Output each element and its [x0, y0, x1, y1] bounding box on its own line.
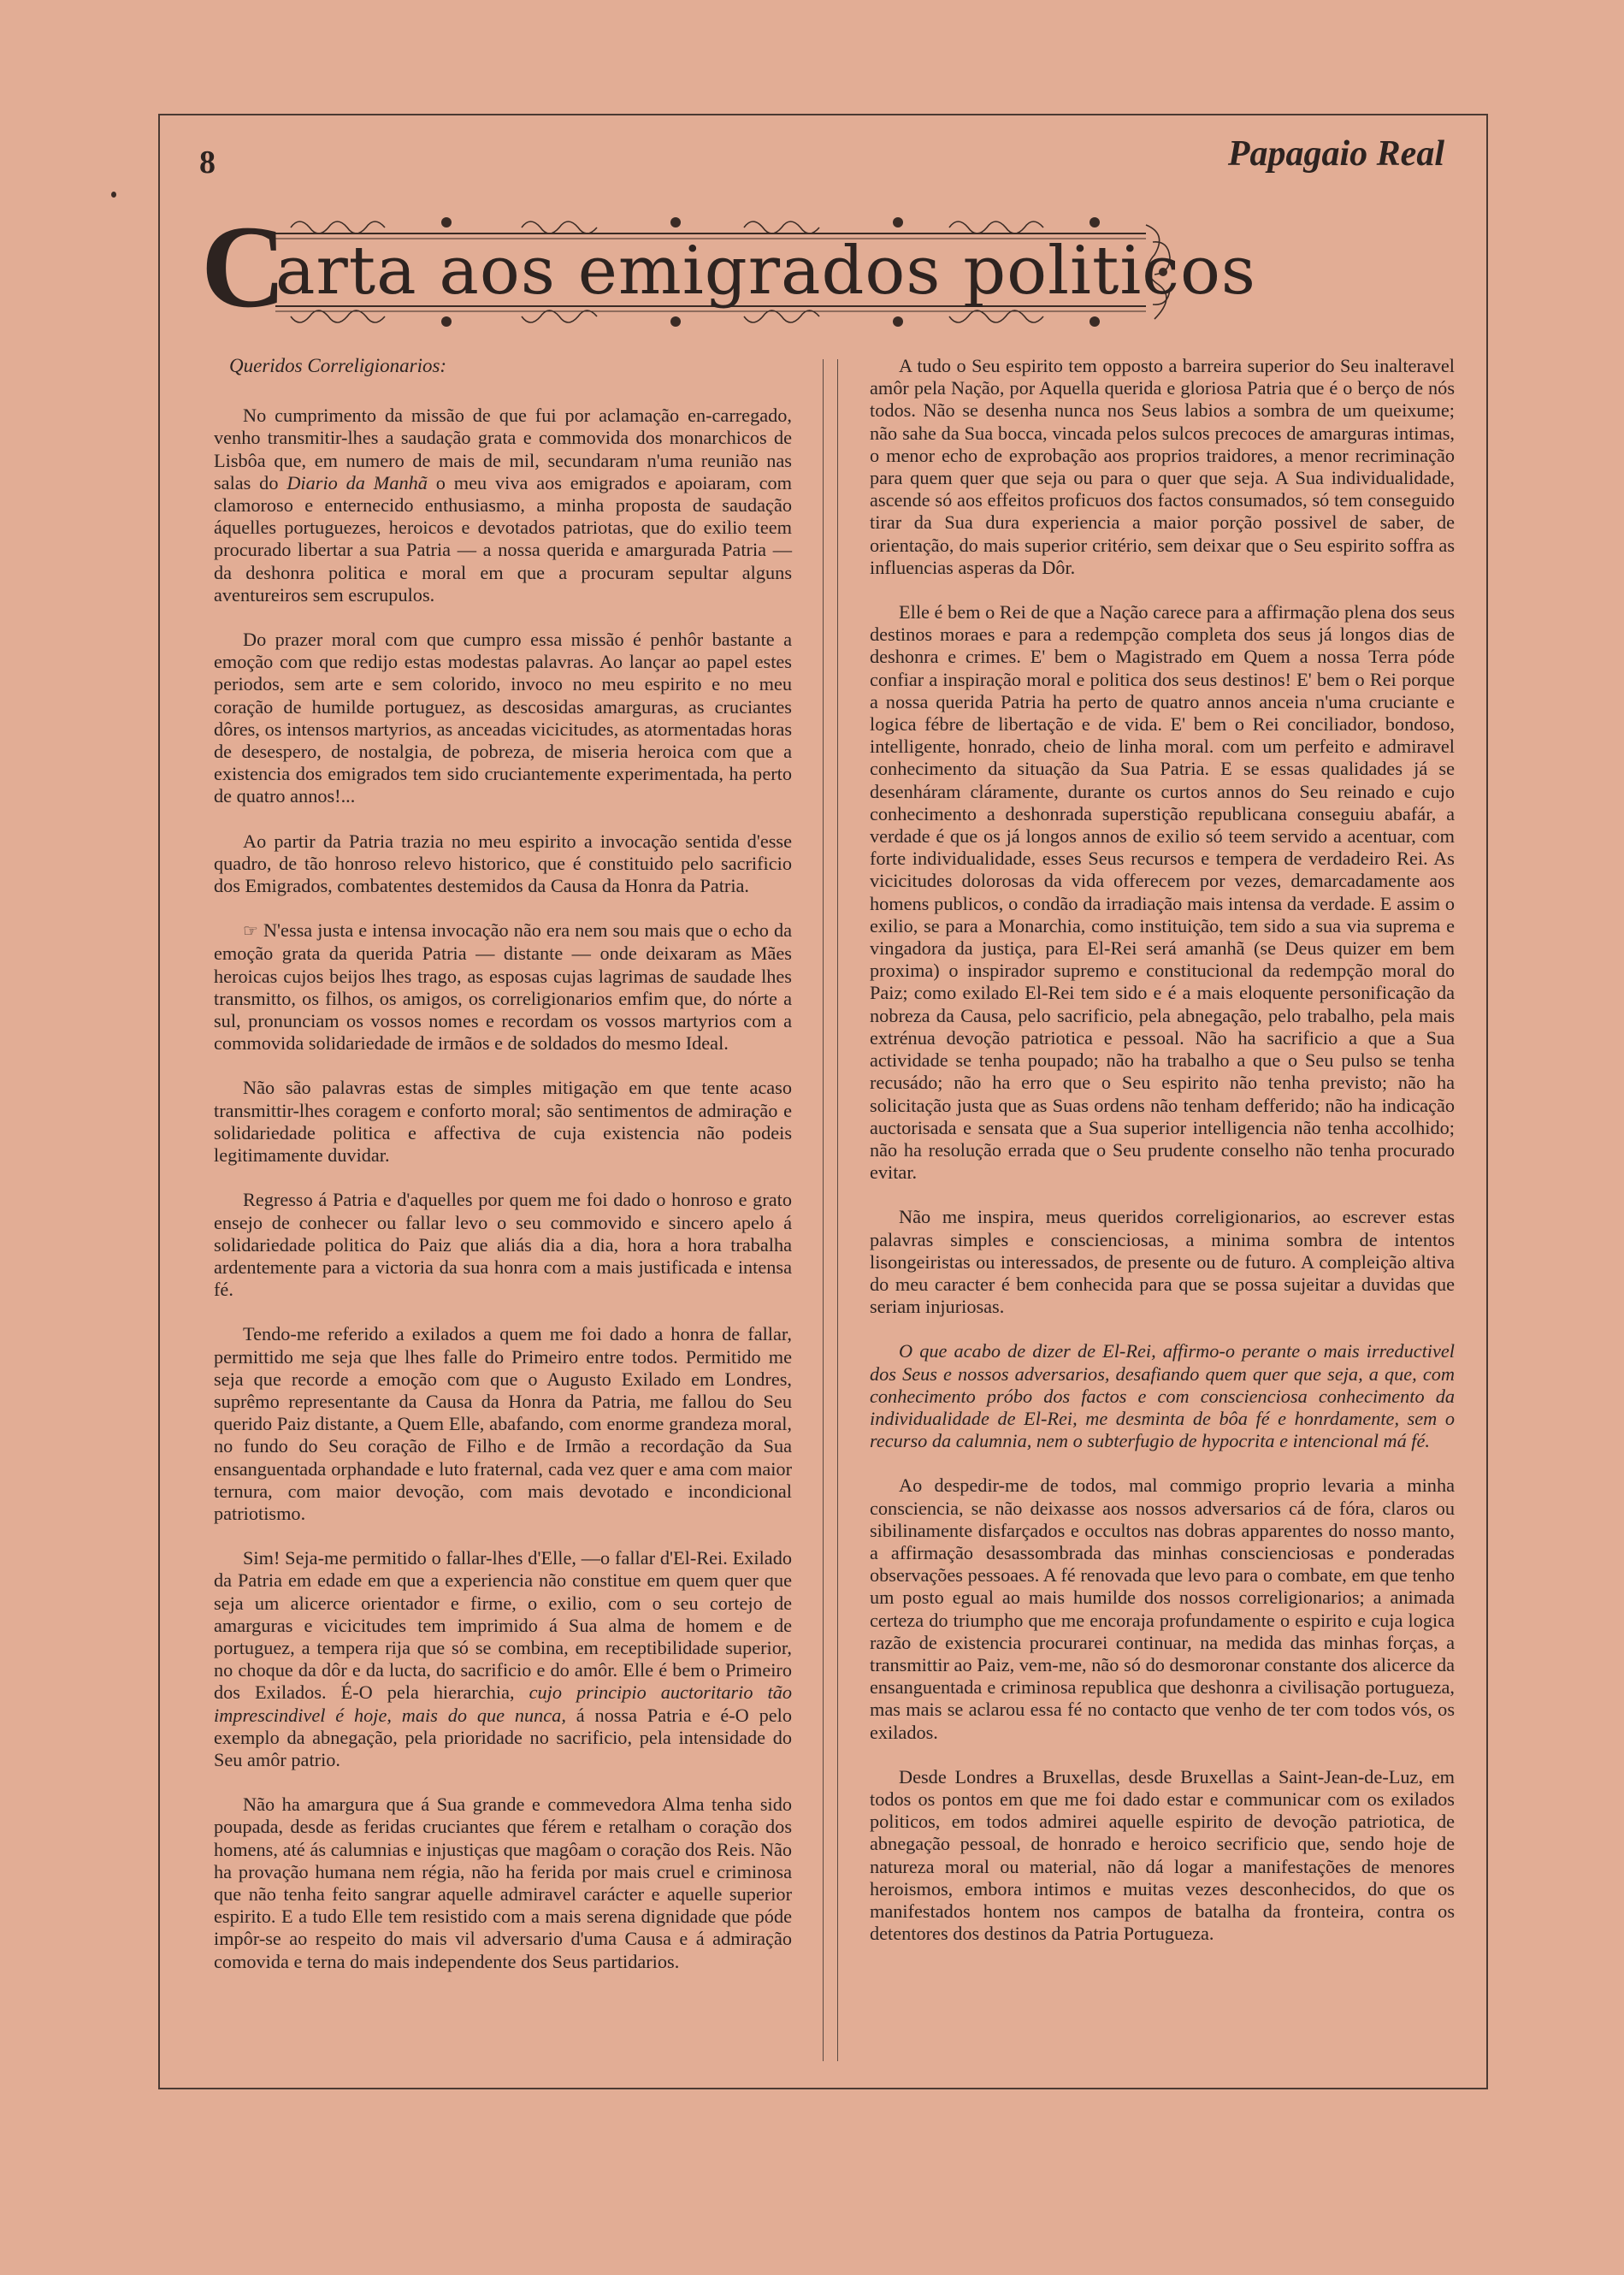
text-span: No cumprimento da missão de que fui por aclamação en-carregado, venho transmitir-lhes a saudação grata e commovida dos monarchicos de Lisbôa que, em numero de mais de mil, secundaram n'uma reunião nas salas do: [214, 405, 792, 493]
italic-paragraph: O que acabo de dizer de El-Rei, affirmo-o perante o mais irreductivel dos Seus e nossos adversarios, desafiando quem quer que seja, a que, com conhecimento próbo dos factos e com conscienciosa conhecimento da individualidade de El-Rei, me desminta de bôa fé e honrdamente, sem o recurso da calumnia, nem o subterfugio de hypocrita e intencional má fé.: [870, 1340, 1455, 1452]
newspaper-name: Diario da Manhã: [286, 471, 428, 493]
column-divider: [823, 359, 838, 2061]
paragraph: [214, 405, 792, 606]
headline-text: arta aos emigrados politicos: [275, 233, 1256, 310]
emphasis-span: cujo principio auctoritario tão imprescindivel é hoje, mais do que nunca,: [214, 1681, 792, 1726]
paragraph: [214, 1547, 792, 1771]
headline-initial: C: [201, 201, 286, 332]
text-span: o meu viva aos emigrados e apoiaram, com clamoroso e enternecido enthusiasmo, a minha proposta de saudação áquelles portuguezes, heroicos e devotados patriotas, que do exilio teem procurado libertar a sua Patria — a nossa querida e amargurada Patria — da deshonra politica e moral em que a procuram sepultar alguns aventureiros sem escrupulos.: [214, 471, 792, 606]
salutation: Queridos Correligionarios:: [229, 355, 447, 376]
paragraph: Não me inspira, meus queridos correligionarios, ao escrever estas palavras simples e conscienciosas, a minima sombra de intentos lisongeiristas ou interessados, de presente ou de futuro. A compleição altiva do meu caracter é bem conhecida para que se possa sujeitar a duvidas que seriam injuriosas.: [870, 1206, 1455, 1318]
headline-banner: [197, 201, 1256, 340]
right-column: [870, 355, 1455, 1967]
text-span: Sim! Seja-me permitido o fallar-lhes d'Elle, —o fallar d'El-Rei. Exilado da Patria em edade em que a experiencia não constitue em quem quer que seja um alicerce orientador e firme, o exilio, com o seu cortejo de amarguras e vicicitudes tem imprimido á Sua alma de homem e de portuguez, a tempera rija que só se combina, em receptibilidade superior, no choque da dôr e da lucta, do sacrificio e do amôr. Elle é bem o Primeiro dos Exilados. É-O pela hierarchia,: [214, 1547, 792, 1704]
paragraph: A tudo o Seu espirito tem opposto a barreira superior do Seu inalteravel amôr pela Nação, por Aquella querida e gloriosa Patria que é o berço de nós todos. Não se desenha nunca nos Seus labios a sombra de um queixume; não sahe da Sua bocca, vincada pelos sulcos precoces de amarguras intimas, o menor echo de exprobação aos proprios traidores, a menor recriminação para quem quer que seja ou para o quer que seja. A Sua individualidade, ascende só aos effeitos proficuos dos factos consumados, só tem conseguido tirar da Sua dura experiencia a maior porção possivel de saber, de orientação, do mais superior critério, sem deixar que o Seu espirito soffra as influencias asperas da Dôr.: [870, 355, 1455, 578]
paragraph: Do prazer moral com que cumpro essa missão é penhôr bastante a emoção com que redijo estas modestas palavras. Ao lançar ao papel estes periodos, sem arte e sem colorido, invoco no meu espirito e no meu coração de humilde portuguez, as descosidas amarguras, as cruciantes dôres, os intensos martyrios, as anceadas vicicitudes, as atormentadas horas de desespero, de nostalgia, de pobreza, de miseria heroica com que a existencia dos emigrados tem sido cruciantemente experimentada, ha perto de quatro annos!...: [214, 629, 792, 807]
paragraph: Não são palavras estas de simples mitigação em que tente acaso transmittir-lhes coragem e conforto moral; são sentimentos de admiração e solidariedade politica e affectiva de cuja existencia não podeis legitimamente duvidar.: [214, 1077, 792, 1167]
paragraph: Não ha amargura que á Sua grande e commevedora Alma tenha sido poupada, desde as feridas cruciantes que férem e retalham o coração dos homens, até ás calumnias e injustiças que magôam o coração dos Reis. Não ha provação humana nem régia, não ha ferida por mais cruel e criminosa que não tenha feito sangrar aquelle admiravel carácter e aquelle superior espirito. E a tudo Elle tem resistido com a mais serena dignidade que póde impôr-se ao respeito do mais vil adversario d'uma Causa e á admiração comovida e terna do mais independente dos Seus partidarios.: [214, 1793, 792, 1972]
paragraph: Regresso á Patria e d'aquelles por quem me foi dado o honroso e grato ensejo de conhecer ou fallar levo o seu commovido e sincero apelo á solidariedade politica do Paiz que aliás dia a dia, hora a hora trabalha ardentemente para a victoria da sua honra com a mais justificada e intensa fé.: [214, 1189, 792, 1301]
paragraph: Elle é bem o Rei de que a Nação carece para a affirmação plena dos seus destinos moraes e para a redempção completa dos seus já longos dias de deshonra e crimes. E' bem o Magistrado em Quem a nossa Terra póde confiar a inspiração moral e politica dos seus destinos! E' bem o Rei porque a nossa querida Patria ha perto de quatro annos anceia n'uma cruciante e logica fébre de libertação e de vida. E' bem o Rei conciliador, bondoso, intelligente, honrado, cheio de linha moral. com um perfeito e admiravel conhecimento da situação da Sua Patria. E se essas qualidades já se desenháram cláramente, durante os curtos annos do Seu reinado e cujo conhecimento a deshonrada superstição republicana conseguiu abafár, a verdade é que os já longos annos de exilio só teem servido a acentuar, com forte individualidade, esses Seus recursos e tempera de verdadeiro Rei. As vicicitudes dolorosas da vida offerecem por vezes, demarcadamente aos homens publicos, o condão da irradiação mais intensa da verdade. E assim o exilio, se para a Monarchia, como instituição, tem sido a sua via suprema e vingadora da justiça, para El-Rei será amanhã (se Deus quizer em bem proxima) o inspirador supremo e constitucional da redempção moral do Paiz; como exilado El-Rei tem sido e é a mais eloquente personificação da nobreza da Causa, pelo sacrificio, pela abnegação, pelo trabalho, pela mais extrénua devoção patriotica e pessoal. Não ha sacrificio a que a Sua actividade se tenha poupado; não ha trabalho a que o Seu pulso se tenha recusádo; não ha erro que o Seu espirito não tenha previsto; não ha solicitação justa que as Suas ordens não tenham defferido; não ha indicação auctorisada e sensata que a Sua superior intelligencia não tenha accolhido; não ha resolução errada que o Seu prudente conselho não tenha procurado evitar.: [870, 601, 1455, 1184]
page-number: 8: [199, 145, 216, 180]
pointing-hand-icon: ☞: [243, 922, 258, 942]
paragraph: [214, 919, 792, 1055]
publication-title: Papagaio Real: [1227, 134, 1444, 174]
text-span: N'essa justa e intensa invocação não era nem sou mais que o echo da emoção grata da querida Patria — distante — onde deixaram as Mães heroicas cujos beijos lhes trago, as esposas cujas lagrimas de saudade lhes transmitto, os filhos, os amigos, os correligionarios emfim que, do nórte a sul, pronunciam os vossos nomes e recordam os vossos martyrios com a commovida solidariedade de irmãos e de soldados do mesmo Ideal.: [214, 919, 792, 1055]
paragraph: Ao partir da Patria trazia no meu espirito a invocação sentida d'esse quadro, de tão honroso relevo historico, que é constituido pelo sacrificio dos Emigrados, combatentes destemidos da Causa da Honra da Patria.: [214, 830, 792, 897]
paragraph: Desde Londres a Bruxellas, desde Bruxellas a Saint-Jean-de-Luz, em todos os pontos em que me foi dado estar e communicar com os exilados politicos, em todos admirei aquelle espirito de devoção patriotica, de abnegação pessoal, de honrado e heroico secrificio que, sendo hoje de natureza moral ou material, não dá logar a manifestações de menores heroismos, embora intimos e muitas vezes desconhecidos, do que os manifestados hontem nos campos de batalha da fronteira, contra os detentores dos destinos da Patria Portugueza.: [870, 1765, 1455, 1945]
paragraph: Tendo-me referido a exilados a quem me foi dado a honra de fallar, permittido me seja que lhes falle do Primeiro entre todos. Permitido me seja que recorde a emoção com que o Augusto Exilado em Londres, suprêmo representante da Causa da Honra da Patria, me fallou do Seu querido Paiz distante, a Quem Elle, abafando, com enorme grandeza moral, no fundo do Seu coração de Filho e de Irmão a recordação da Sua ensanguentada orphandade e luto fraternal, cada vez quer e ama com maior ternura, com maior devoção, com mais devotado e incondicional patriotismo.: [214, 1323, 792, 1524]
text-span: á nossa Patria e é-O pelo exemplo da abnegação, pela prioridade no sacrificio, pela intensidade do Seu amôr patrio.: [214, 1704, 792, 1770]
left-column: [214, 355, 792, 1995]
ink-dot: [111, 192, 116, 198]
paragraph: Ao despedir-me de todos, mal commigo proprio levaria a minha consciencia, se não deixasse aos nossos adversarios cá de fóra, claros ou sibilinamente disfarçados e occultos nas dobras apparentes do nosso manto, a affirmação desassombrada das minhas conscienciosas e ponderadas observações pessoaes. A fé renovada que levo para o combate, em que tenho um posto egual ao mais humilde dos nossos correligionarios; a animada certeza do triumpho que me encoraja profundamente o espirito e cuja logica razão de existencia procurarei continuar, na medida das minhas forças, a transmittir ao Paiz, vem-me, não só do desmoronar constante dos alicerce da ensanguentada e criminosa republica que deshonra a civilisação portugueza, mas mais se aclarou essa fé no contacto que venho de ter com todos vós, os exilados.: [870, 1474, 1455, 1743]
